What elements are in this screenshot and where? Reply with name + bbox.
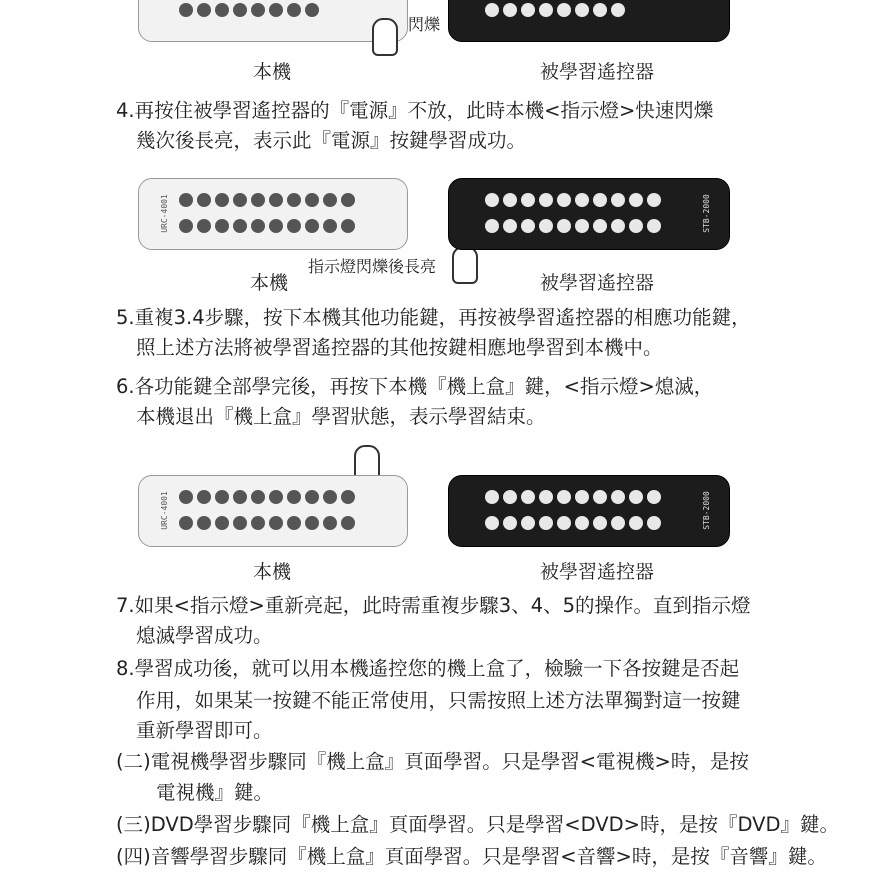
step-5-line-2: 照上述方法將被學習遙控器的其他按鍵相應地學習到本機中。: [136, 336, 663, 359]
step-4-line-2: 幾次後長亮，表示此『電源』按鍵學習成功。: [136, 129, 527, 152]
remote-buttons: [485, 516, 661, 530]
step-8-line-2: 作用，如果某一按鍵不能正常使用，只需按照上述方法單獨對這一按鍵: [136, 689, 741, 712]
pointing-hand-icon: [372, 18, 398, 56]
remote-buttons: [179, 516, 355, 530]
remote-buttons: [179, 3, 319, 17]
remote-buttons: [485, 219, 661, 233]
this-unit-remote-illustration: [138, 178, 408, 250]
learned-remote-illustration: [448, 475, 730, 547]
step-8-line-1: 8.學習成功後，就可以用本機遙控您的機上盒了，檢驗一下各按鍵是否起: [116, 657, 740, 680]
section-two-line-1: (二)電視機學習步驟同『機上盒』頁面學習。只是學習<電視機>時，是按: [116, 750, 749, 773]
step-7-line-2: 熄滅學習成功。: [136, 624, 273, 647]
step-6-line-1: 6.各功能鍵全部學完後，再按下本機『機上盒』鍵，<指示燈>熄滅，: [116, 375, 714, 398]
section-two-line-2: 電視機』鍵。: [156, 781, 274, 804]
caption-this-unit: 本機: [253, 561, 292, 583]
caption-learned-remote: 被學習遙控器: [540, 561, 655, 583]
remote-buttons: [179, 193, 355, 207]
pointing-hand-icon: [452, 246, 478, 284]
remote-model-label: URC-4001: [159, 491, 169, 530]
remote-buttons: [179, 219, 355, 233]
learned-remote-illustration: [448, 178, 730, 250]
caption-this-unit: 本機: [253, 61, 292, 83]
caption-learned-remote: 被學習遙控器: [540, 61, 655, 83]
step-8-line-3: 重新學習即可。: [136, 719, 273, 742]
caption-this-unit: 本機: [250, 272, 289, 294]
flash-note: 閃爍: [408, 15, 441, 34]
remote-model-label: STB-2000: [701, 491, 711, 530]
step-4-line-1: 4.再按住被學習遙控器的『電源』不放，此時本機<指示燈>快速閃爍: [116, 99, 714, 122]
this-unit-remote-illustration: [138, 0, 408, 42]
step-6-line-2: 本機退出『機上盒』學習狀態，表示學習結束。: [136, 405, 546, 428]
remote-buttons: [179, 490, 355, 504]
indicator-flash-note: 指示燈閃爍後長亮: [308, 257, 437, 276]
this-unit-remote-illustration: [138, 475, 408, 547]
remote-buttons: [485, 3, 625, 17]
caption-learned-remote: 被學習遙控器: [540, 272, 655, 294]
learned-remote-illustration: [448, 0, 730, 42]
remote-buttons: [485, 490, 661, 504]
section-four: (四)音響學習步驟同『機上盒』頁面學習。只是學習<音響>時，是按『音響』鍵。: [116, 845, 827, 868]
remote-buttons: [485, 193, 661, 207]
step-5-line-1: 5.重複3.4步驟，按下本機其他功能鍵，再按被學習遙控器的相應功能鍵，: [116, 306, 751, 329]
section-three: (三)DVD學習步驟同『機上盒』頁面學習。只是學習<DVD>時，是按『DVD』鍵。: [116, 813, 839, 836]
remote-model-label: URC-4001: [159, 194, 169, 233]
step-7-line-1: 7.如果<指示燈>重新亮起，此時需重複步驟3、4、5的操作。直到指示燈: [116, 594, 751, 617]
remote-model-label: STB-2000: [701, 194, 711, 233]
